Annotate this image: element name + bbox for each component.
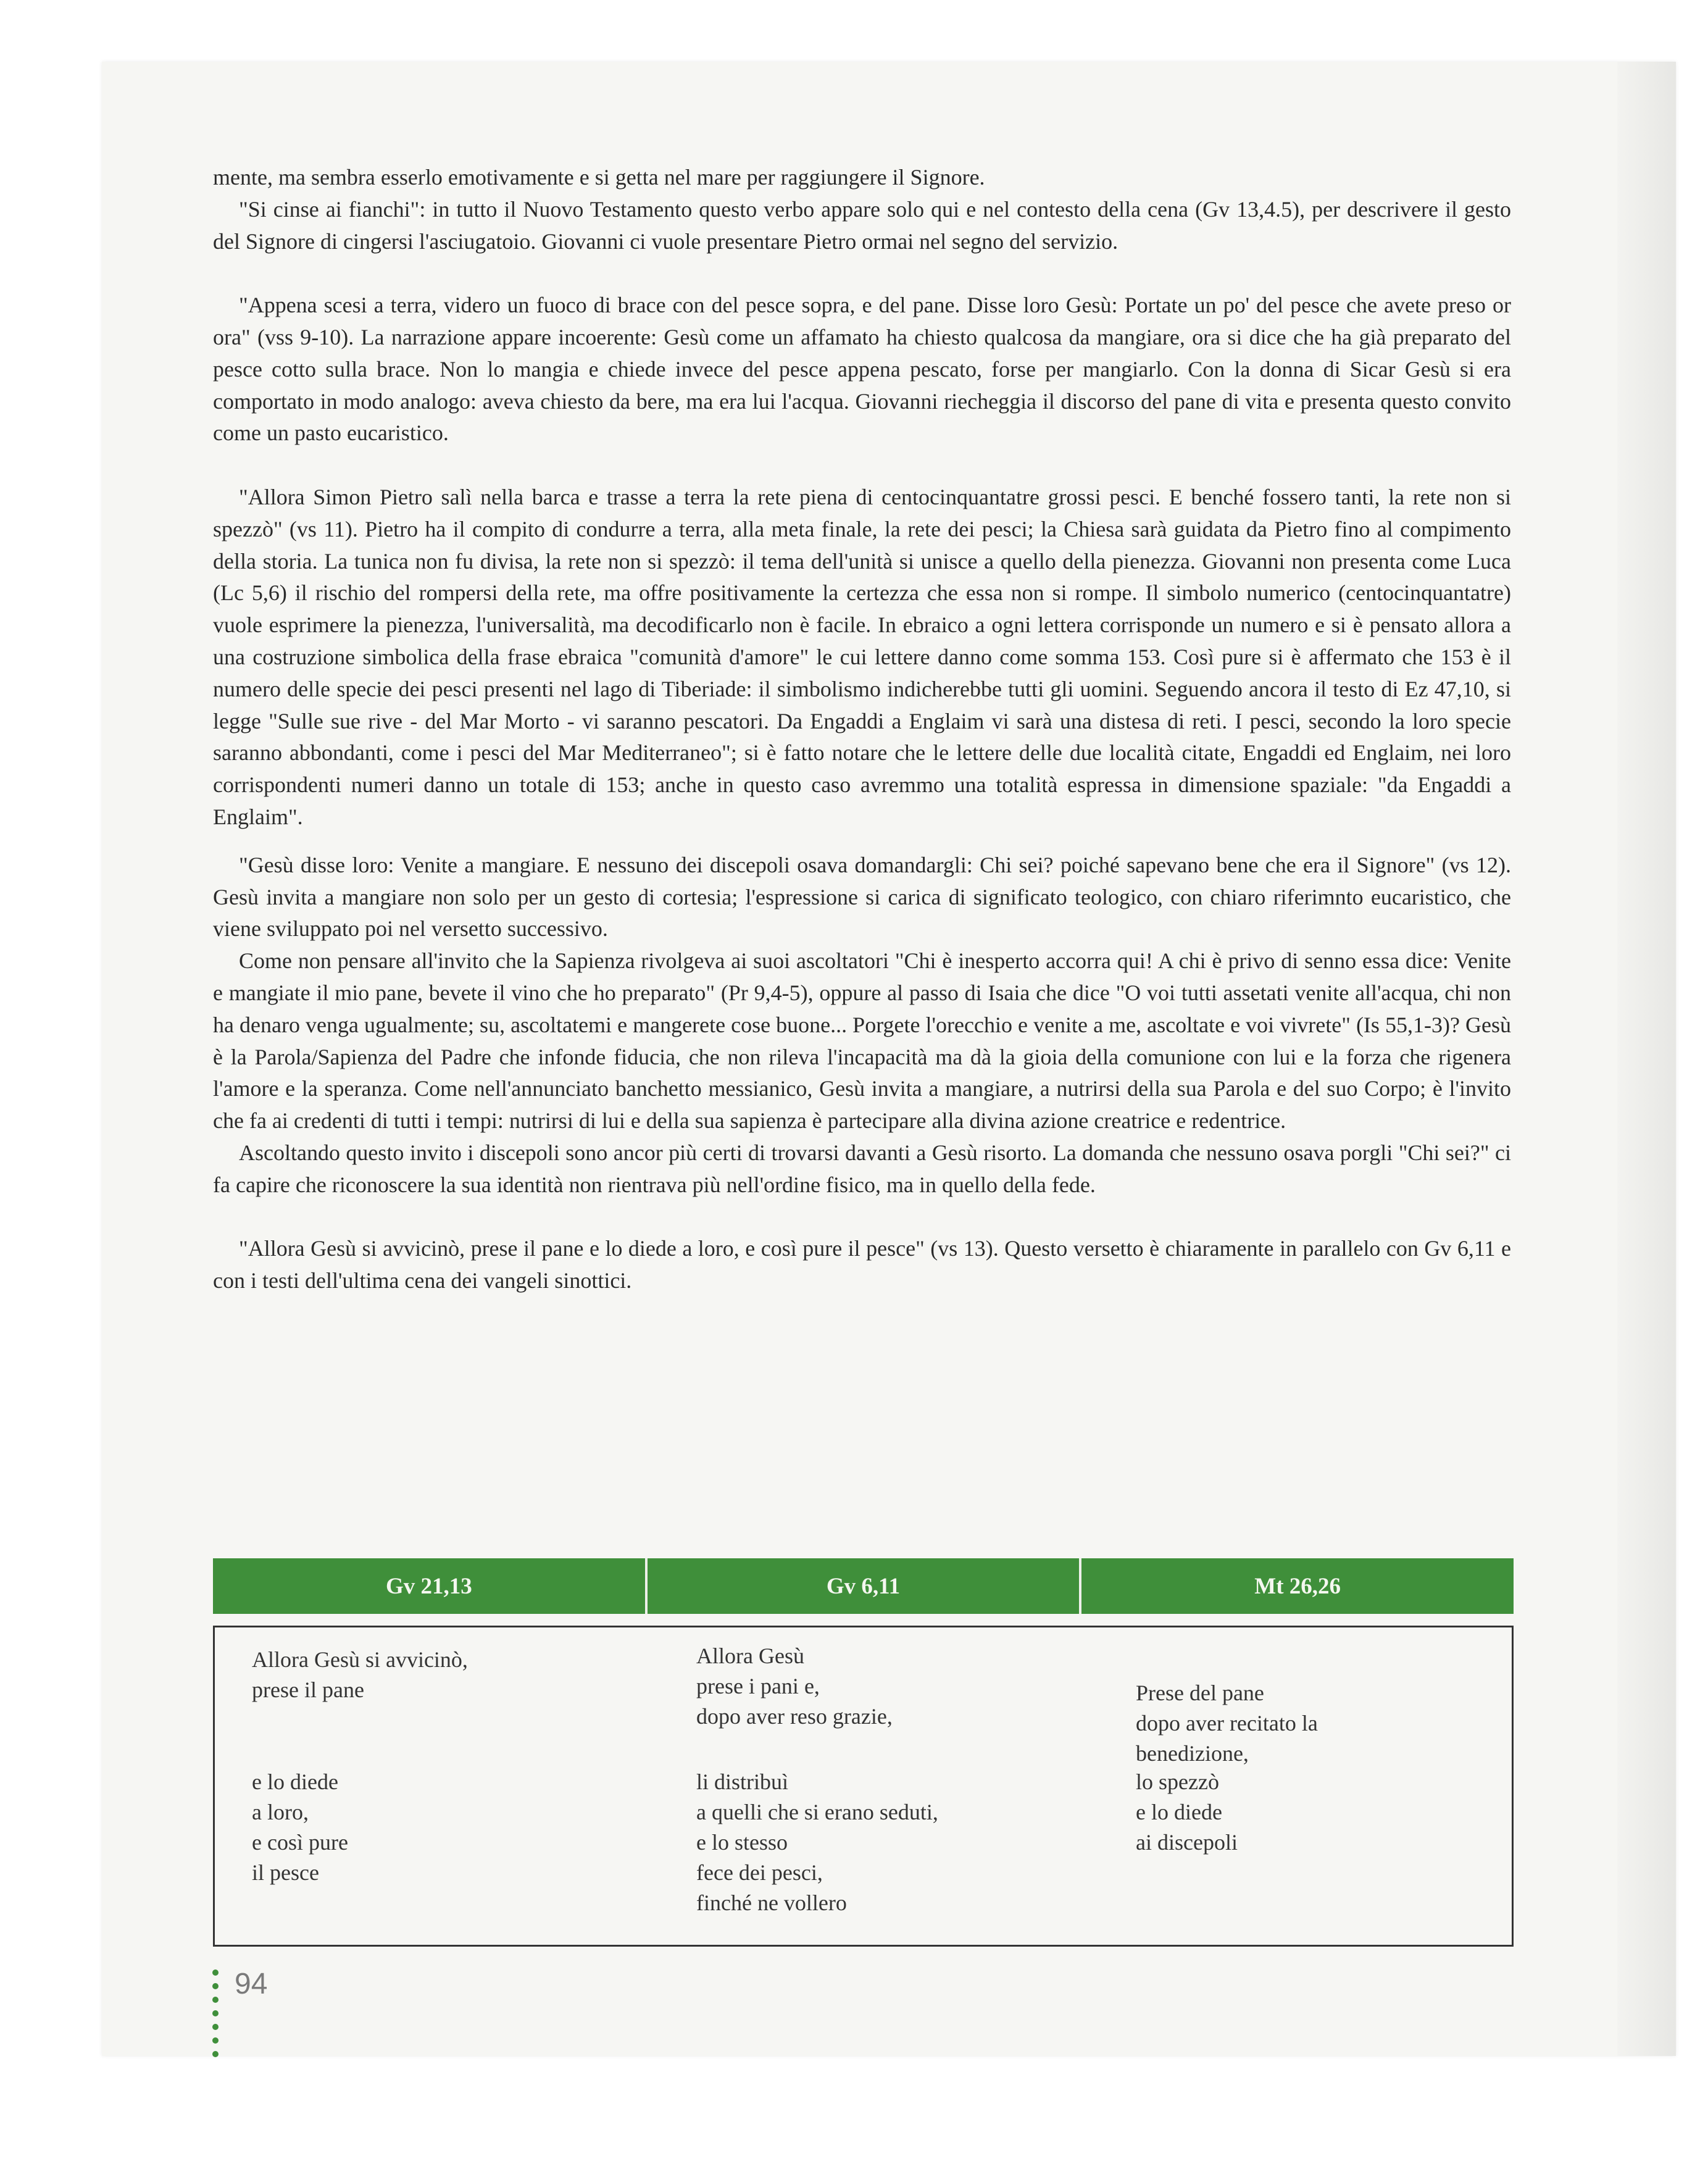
- dot: [212, 2024, 219, 2030]
- col2-bottom: li distribuì a quelli che si erano seduti, e lo stesso fece dei pesci, finché ne vollero: [696, 1769, 938, 1915]
- col2-top: Allora Gesù prese i pani e, dopo aver reso grazie,: [696, 1644, 893, 1729]
- dot: [212, 1997, 219, 2003]
- body-text: [213, 162, 1511, 1297]
- paragraph-2: "Si cinse ai fianchi": in tutto il Nuovo Testamento questo verbo appare solo qui e nel contesto della cena (Gv 13,4.5), per descrivere il gesto del Signore di cingersi l'asciugatoio. Giovanni ci vuole presentare Pietro ormai nel segno del servizio.: [213, 196, 1511, 254]
- paragraph-6: Come non pensare all'invito che la Sapienza rivolgeva ai suoi ascoltatori "Chi è inesperto accorra qui! A chi è privo di senno essa dice: Venite e mangiate il mio pane, bevete il vino che ho preparato" (Pr 9,4-5), oppure al passo di Isaia che dice "O voi tutti assetati venite all'acqua, chi non ha denaro venga ugualmente; su, ascoltatemi e mangerete cose buone... Porgete l'orecchio e venite a me, ascoltate e voi vivrete" (Is 55,1-3)? Gesù è la Parola/Sapienza del Padre che infonde fiducia, che non rileva l'incapacità ma dà la gioia della comunione con lui e la forza che rigenera l'amore e la speranza. Come nell'annunciato banchetto messianico, Gesù invita a mangiare, a nutrirsi della sua Parola e del suo Corpo; è l'invito che fa ai credenti di tutti i tempi: nutrirsi di lui e della sua sapienza è partecipare alla divina azione creatrice e redentrice.: [213, 948, 1511, 1134]
- col3-bottom: lo spezzò e lo diede ai discepoli: [1136, 1769, 1238, 1855]
- comparison-header: [213, 1558, 1514, 1614]
- paragraph-8: "Allora Gesù si avvicinò, prese il pane e lo diede a loro, e così pure il pesce" (vs 13). Questo versetto è chiaramente in parallelo con Gv 6,11 e con i testi dell'ultima cena dei vangeli sinottici.: [213, 1236, 1511, 1293]
- green-dot-column: [212, 1969, 221, 2065]
- header-mt-26-26: Mt 26,26: [1081, 1558, 1514, 1614]
- dot: [212, 2010, 219, 2016]
- paragraph-5: "Gesù disse loro: Venite a mangiare. E nessuno dei discepoli osava domandargli: Chi sei? poiché sapevano bene che era il Signore" (vs 12). Gesù invita a mangiare non solo per un gesto di cortesia; l'espressione si carica di significato teologico, con chiaro riferimnto eucaristico, che viene sviluppato poi nel versetto successivo.: [213, 852, 1511, 942]
- paragraph-4: "Allora Simon Pietro salì nella barca e trasse a terra la rete piena di centocinquantatre grossi pesci. E benché fossero tanti, la rete non si spezzò" (vs 11). Pietro ha il compito di condurre a terra, alla meta finale, la rete dei pesci; la Chiesa sarà guidata da Pietro fino al compimento della storia. La tunica non fu divisa, la rete non si spezzò: il tema dell'unità si unisce a quello della pienezza. Giovanni non presenta come Luca (Lc 5,6) il rischio del rompersi della rete, ma offre positivamente la certezza che essa non si rompe. Il simbolo numerico (centocinquantatre) vuole esprimere la pienezza, l'universalità, ma decodificarlo non è facile. In ebraico a ogni lettera corrisponde un numero e si è pensato allora a una costruzione simbolica della frase ebraica "comunità d'amore" le cui lettere danno come somma 153. Così pure si è affermato che 153 è il numero delle specie dei pesci presenti nel lago di Tiberiade: il simbolismo indicherebbe tutti gli uomini. Seguendo ancora il testo di Ez 47,10, si legge "Sulle sue rive - del Mar Morto - vi saranno pescatori. Da Engaddi a Englaim vi sarà una distesa di reti. I pesci, secondo la loro specie saranno abbondanti, come i pesci del Mar Mediterraneo"; si è fatto notare che le lettere delle due località citate, Engaddi ed Englaim, nei loro corrispondenti numeri danno un totale di 153; anche in questo caso avremmo una totalità espressa in dimensione spaziale: "da Engaddi a Englaim".: [213, 484, 1511, 829]
- page-edge-shadow: [1617, 62, 1676, 2056]
- page-number: 94: [235, 1968, 268, 2000]
- paragraph-1: mente, ma sembra esserlo emotivamente e si getta nel mare per raggiungere il Signore.: [213, 165, 985, 190]
- header-gv-21-13: Gv 21,13: [213, 1558, 648, 1614]
- paragraph-7: Ascoltando questo invito i discepoli sono ancor più certi di trovarsi davanti a Gesù risorto. La domanda che nessuno osava porgli "Chi sei?" ci fa capire che riconoscere la sua identità non rientrava più nell'ordine fisico, ma in quello della fede.: [213, 1140, 1511, 1197]
- dot: [212, 1983, 219, 1989]
- col1-top: Allora Gesù si avvicinò, prese il pane: [252, 1647, 468, 1702]
- header-gv-6-11: Gv 6,11: [648, 1558, 1082, 1614]
- paragraph-3: "Appena scesi a terra, videro un fuoco di brace con del pesce sopra, e del pane. Disse loro Gesù: Portate un po' del pesce che avete preso or ora" (vss 9-10). La narrazione appare incoerente: Gesù come un affamato ha chiesto qualcosa da mangiare, ora si dice che ha già preparato del pesce cotto sulla brace. Non lo mangia e chiede invece del pesce appena pescato, forse per mangiarlo. Con la donna di Sicar Gesù si era comportato in modo analogo: aveva chiesto da bere, ma era lui l'acqua. Giovanni riecheggia il discorso del pane di vita e presenta questo convito come un pasto eucaristico.: [213, 293, 1511, 446]
- col1-bottom: e lo diede a loro, e così pure il pesce: [252, 1769, 348, 1885]
- col3-top: Prese del pane dopo aver recitato la benedizione,: [1136, 1681, 1318, 1766]
- dot: [212, 2051, 219, 2057]
- comparison-table: [213, 1626, 1514, 1947]
- dot: [212, 2037, 219, 2044]
- dot: [212, 1969, 219, 1976]
